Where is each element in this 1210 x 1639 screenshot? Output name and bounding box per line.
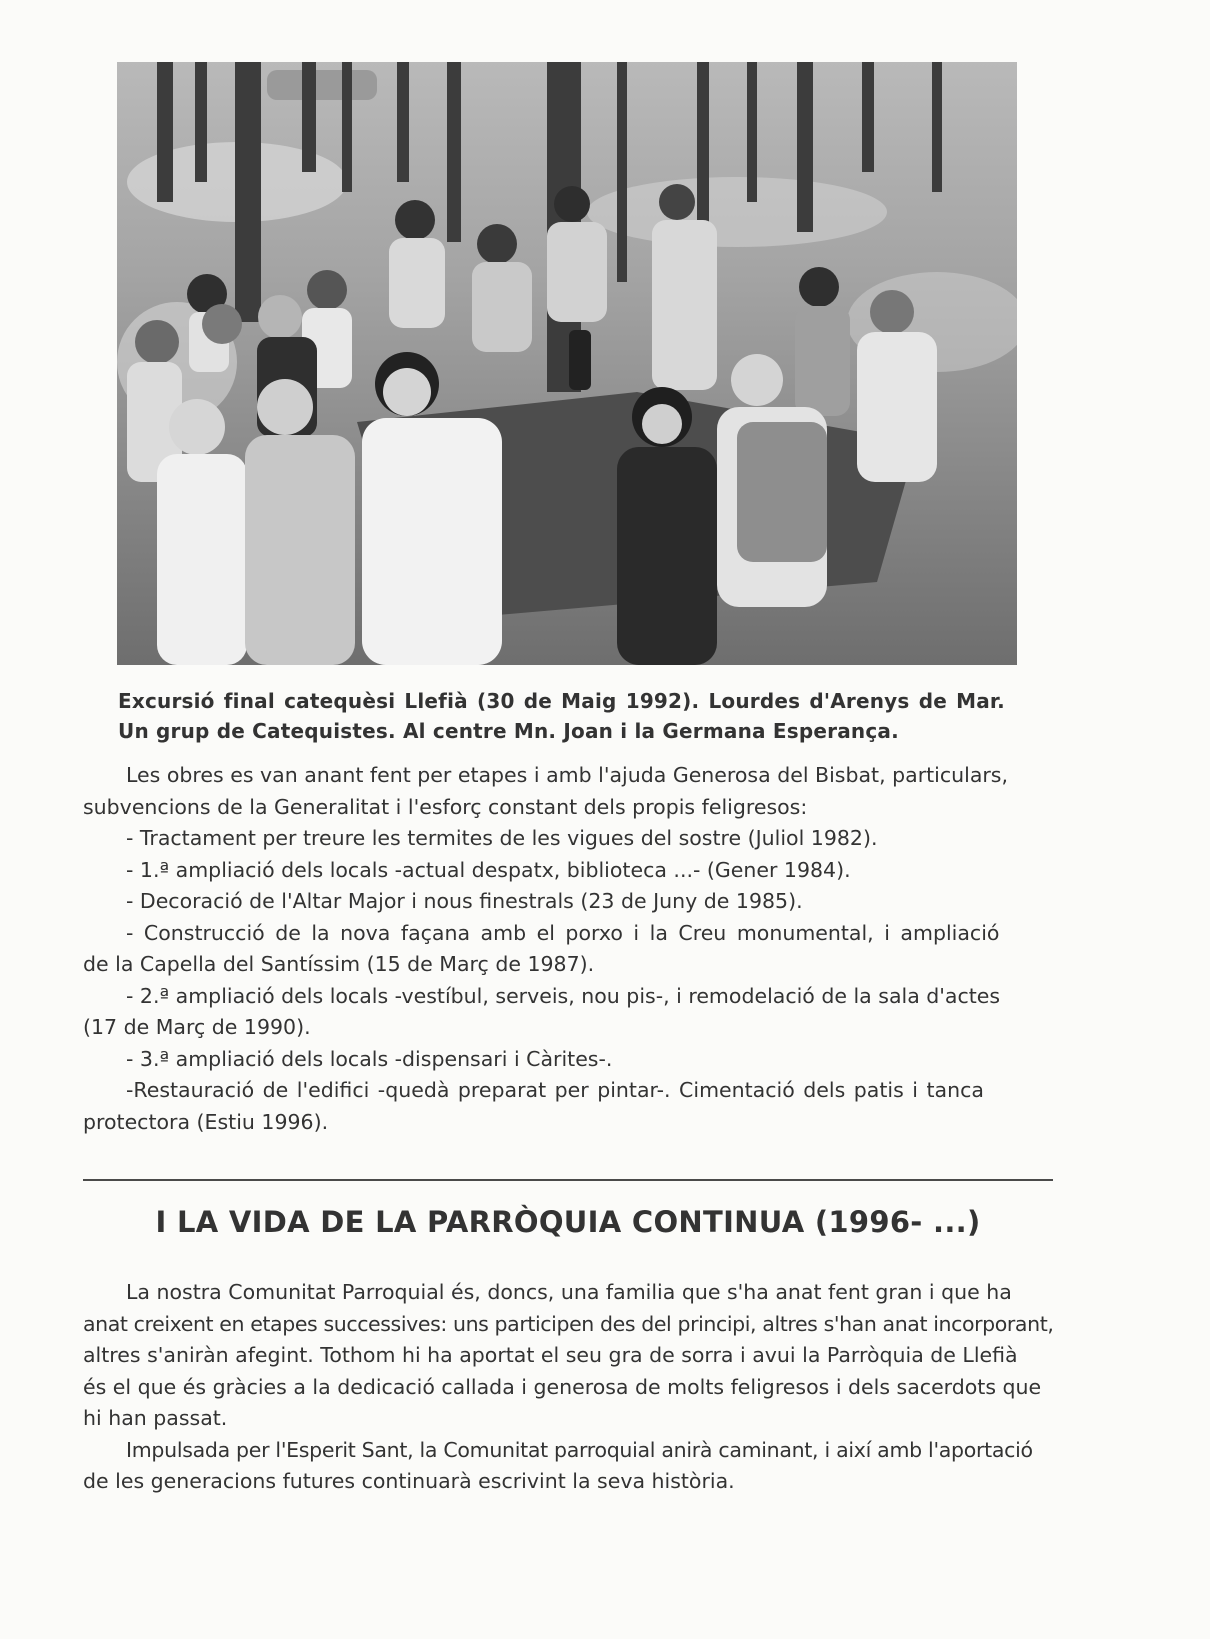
community-p1-line: altres s'aniràn afegint. Tothom hi ha aportat el seu gra de sorra i avui la Parròquia de Llefià	[83, 1343, 1018, 1367]
section-title: I LA VIDA DE LA PARRÒQUIA CONTINUA (1996- ...)	[155, 1205, 981, 1239]
works-item-continuation: de la Capella del Santíssim (15 de Març de 1987).	[83, 952, 595, 976]
caption-line-1: Excursió final catequèsi Llefià (30 de Maig 1992). Lourdes d'Arenys de Mar.	[118, 689, 1005, 713]
works-item: - 1.ª ampliació dels locals -actual despatx, biblioteca ...- (Gener 1984).	[126, 857, 851, 882]
community-p2-line: de les generacions futures continuarà escrivint la seva història.	[83, 1469, 735, 1493]
group-photo	[117, 62, 1017, 665]
works-item-continuation: (17 de Març de 1990).	[83, 1015, 311, 1039]
works-item-continuation: protectora (Estiu 1996).	[83, 1109, 329, 1134]
community-p1-line: La nostra Comunitat Parroquial és, doncs, una familia que s'ha anat fent gran i que ha	[126, 1280, 1012, 1304]
works-item: - Tractament per treure les termites de les vigues del sostre (Juliol 1982).	[126, 826, 878, 850]
works-item: - Decoració de l'Altar Major i nous finestrals (23 de Juny de 1985).	[126, 889, 803, 913]
works-intro-line-1: Les obres es van anant fent per etapes i amb l'ajuda Generosa del Bisbat, particulars,	[126, 763, 1009, 787]
community-p1-line: hi han passat.	[83, 1406, 228, 1430]
community-p1-line: és el que és gràcies a la dedicació callada i generosa de molts feligresos i dels sacerdots que	[83, 1374, 1042, 1399]
caption-line-2: Un grup de Catequistes. Al centre Mn. Joan i la Germana Esperança.	[118, 719, 899, 743]
photo-caption	[118, 686, 1018, 746]
works-item: - 3.ª ampliació dels locals -dispensari i Càrites-.	[126, 1046, 613, 1071]
works-item: -Restauració de l'edifici -quedà preparat per pintar-. Cimentació dels patis i tanca	[126, 1078, 984, 1102]
works-intro-line-2: subvencions de la Generalitat i l'esforç constant dels propis feligresos:	[83, 794, 808, 819]
group-photo-image	[117, 62, 1017, 665]
works-item: - Construcció de la nova façana amb el porxo i la Creu monumental, i ampliació	[126, 920, 1000, 945]
community-p2-line: Impulsada per l'Esperit Sant, la Comunitat parroquial anirà caminant, i així amb l'aportació	[126, 1437, 1033, 1462]
community-p1-line: anat creixent en etapes successives: uns participen des del principi, altres s'han anat incorporant,	[83, 1311, 1054, 1336]
works-item: - 2.ª ampliació dels locals -vestíbul, serveis, nou pis-, i remodelació de la sala d'actes	[126, 983, 1001, 1008]
community-section	[83, 1277, 1063, 1498]
section-divider	[83, 1179, 1053, 1181]
works-section	[83, 760, 1063, 1138]
